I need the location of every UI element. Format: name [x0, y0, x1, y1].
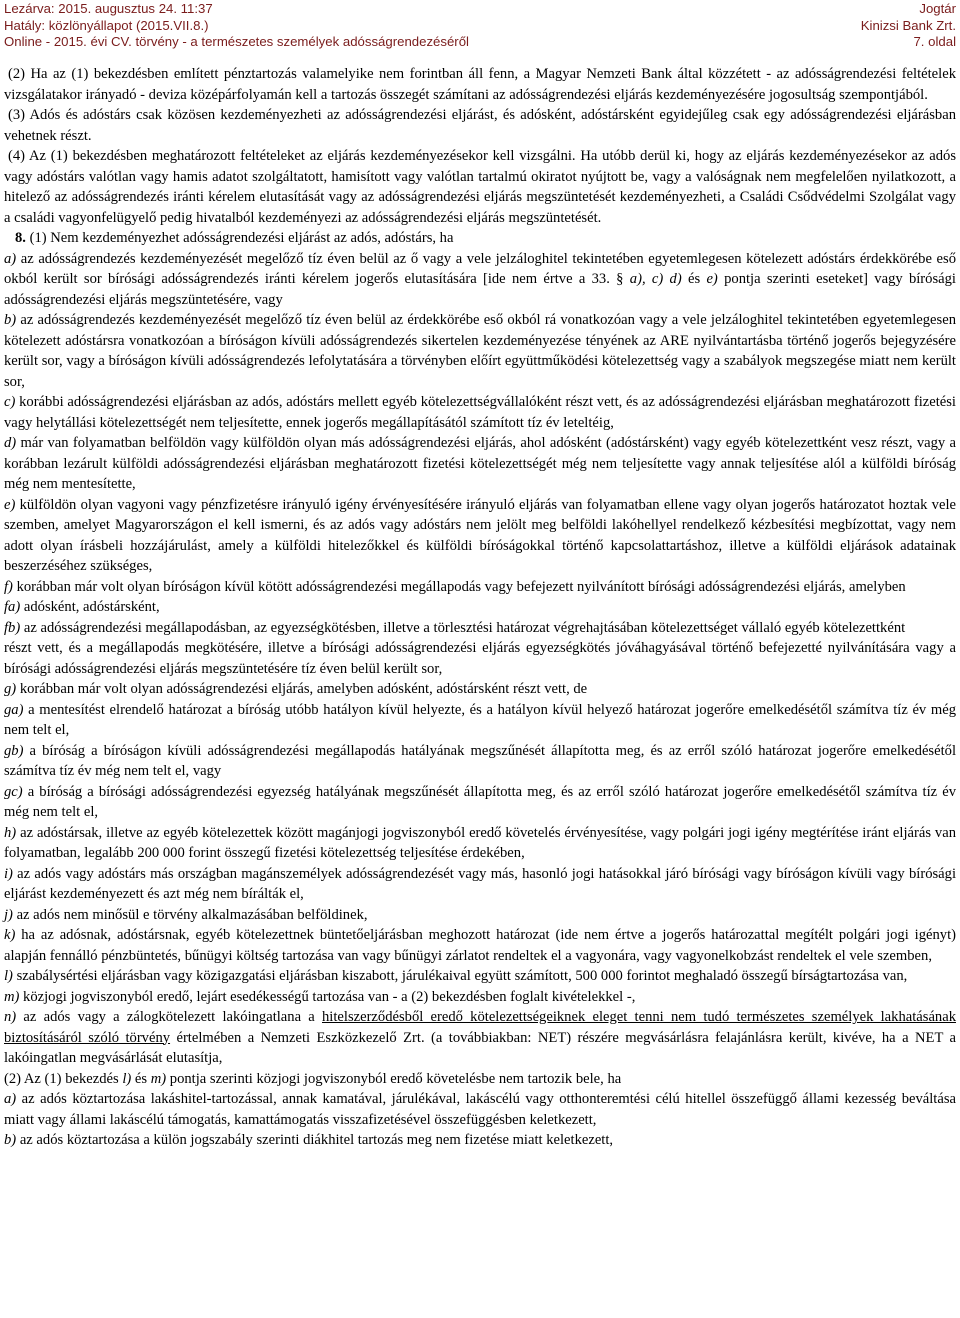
- point-a-label: a): [4, 250, 17, 267]
- point-m-text: közjogi jogviszonyból eredő, lejárt esedékességű tartozása van - a (2) bekezdésben foglalt kivételekkel -,: [19, 988, 636, 1005]
- point-f: [4, 577, 956, 598]
- paragraph-4: (4) Az (1) bekezdésben meghatározott feltételeket az eljárás kezdeményezésekor kell vizsgálni. Ha utóbb derül ki, hogy az eljárás kezdeményezésekor az adós vagy adóstárs valótlan vagy hamis adatot szolgáltatott, hamisított vagy valótlan tartalmú okiratot nyújtott be, vagy a valóságnak nem megfelelően nyilatkozott, a hitelező az adósságrendezés iránti kérelem elutasítását vagy az adósságrendezési eljárás megszüntetését kezdeményezheti, a Családi Csődvédelmi Szolgálat vagy a családi vagyonfelügyelő pedig hivatalból kezdeményezi az adósságrendezési eljárás megszüntetését.: [4, 148, 956, 226]
- point-n-text: az adós vagy a zálogkötelezett lakóingatlana a: [16, 1009, 322, 1025]
- point-f-continuation: részt vett, és a megállapodás megkötésére, illetve a bírósági adósságrendezési eljárás egyezségkötés jóváhagyásával történő befejezetté nyilvánítására vagy a bírósági adósságrendezési eljárás megszüntetésére tíz éven belül került sor,: [4, 640, 956, 677]
- point-fa: [4, 597, 956, 618]
- point-ga-label: ga): [4, 701, 24, 718]
- point-gc-text: a bíróság a bírósági adósságrendezési egyezség hatályának megszűnését állapította meg, és az erről szóló határozat jogerőre emelkedésétől számítva tíz év még nem telt el,: [4, 783, 956, 820]
- point-gc: [4, 782, 956, 823]
- header-page-number: 7. oldal: [913, 34, 956, 49]
- point-b-label: b): [4, 312, 17, 328]
- point-fa-text: adósként, adóstársként,: [20, 599, 160, 615]
- point-n-label: n): [4, 1009, 17, 1025]
- law-reference-link[interactable]: hitelszerződésből eredő kötelezettségeiknek eleget tenni nem tudó természetes személyek lakhatásának biztosításáról szóló törvény: [4, 1009, 956, 1046]
- header-right: [861, 1, 956, 51]
- header-law-title: Online - 2015. évi CV. törvény - a természetes személyek adósságrendezéséről: [4, 34, 469, 49]
- point-f-text: korábban már volt olyan bíróságon kívül kötött adósságrendezési megállapodás vagy befejezett nyilvánított bírósági adósságrendezési eljárás, amelyben: [12, 578, 906, 595]
- header-left: [4, 1, 469, 51]
- point-c-label: c): [4, 394, 16, 410]
- point-gc-label: gc): [4, 783, 23, 800]
- point-j: [4, 905, 956, 926]
- point-h: [4, 823, 956, 864]
- point-m: [4, 987, 956, 1008]
- point-gb-text: a bíróság a bíróságon kívüli adósságrendezési megállapodás hatályának megszűnését állapította meg, és az erről szóló határozat jogerőre emelkedésétől számítva tíz év még nem telt el, vagy: [4, 742, 956, 779]
- section-number: 8.: [15, 230, 26, 246]
- point-e: [4, 495, 956, 577]
- point-f-label: f): [4, 578, 13, 595]
- point-a-text-2: és: [681, 271, 707, 287]
- point-e-text: külföldön olyan vagyoni vagy pénzfizetésre irányuló igény érvényesítésére irányuló eljárás van folyamatban ellene vagy olyan jogerős határozatot hoztak vele szemben, amelyet Magyarországon el kell ismerni, és az adós vagy adóstárs nem jelölt meg belföldi lakóhellyel rendelkező kézbesítési megbízottat, vagy nem adott olyan írásbeli hozzájárulást, amely a külföldi hitelezőkkel és külföldi bíróságokkal történő kapcsolattartáshoz, illetve a külföldi eljárások adatainak beszerzéséhez szükséges,: [4, 496, 956, 574]
- point-a-text-3: pontja szerinti eseteket] vagy bírósági adósságrendezési eljárás megszüntetésére, vagy: [4, 271, 956, 308]
- point-k-label: k): [4, 927, 16, 943]
- point-fb-label: fb): [4, 619, 21, 636]
- point-n-text-2: értelmében a Nemzeti Eszközkezelő Zrt. (a továbbiakban: NET) részére megvásárlásra felajánlásra került, kivéve, ha a NET a lakóingatlan megvásárlását elutasítja,: [4, 1029, 956, 1066]
- point-g: [4, 679, 956, 700]
- point-m-label: m): [4, 988, 20, 1005]
- point-n: [4, 1007, 956, 1069]
- paragraph-3: (3) Adós és adóstárs csak közösen kezdeményezheti az adósságrendezési eljárást, és adósként, adóstársként egyidejűleg csak egy adósságrendezési eljárásban vehetnek részt.: [4, 107, 956, 144]
- point-gb: [4, 741, 956, 782]
- point-j-text: az adós nem minősül e törvény alkalmazásában belföldinek,: [12, 906, 368, 923]
- header-licensee: Kinizsi Bank Zrt.: [860, 17, 956, 33]
- point-l-label: l): [4, 968, 13, 984]
- point-h-label: h): [4, 824, 17, 841]
- point-j-label: j): [4, 906, 13, 923]
- point-a: [4, 249, 956, 311]
- point-i-text: az adós vagy adóstárs más országban magánszemélyek adósságrendezését vagy más, hasonló jogi hatásokkal járó bírósági vagy bíróságon kívüli vagy bírósági eljárást kezdeményezett és azt még nem bírálták el,: [4, 865, 956, 902]
- point-fa-label: fa): [4, 599, 21, 615]
- point-k: [4, 925, 956, 966]
- paragraph-8-2-point-a-label: a): [4, 1091, 17, 1107]
- point-a-ref-italic-2: e): [706, 271, 718, 287]
- point-b-text: az adósságrendezés kezdeményezését megelőző tíz éven belül az érdekkörébe eső okból rá vonatkozóan vagy a vele jelzáloghitel tekintetében egyetemlegesen kötelezett adóstársra vonatkozóan a bíróságon kívüli adósságrendezés sikertelen kezdeményezése tényének az ARE nyilvántartásba történő jogerős bejegyzésére került sor, vagy a bíróságon kívüli adósságrendezés lefolytatására a törvényben előírt együttműködési kötelezettség vagy a szabályok megszegése miatt nem került sor,: [4, 312, 956, 390]
- page-header: [4, 0, 956, 58]
- point-g-text: korábban már volt olyan adósságrendezési eljárás, amelyben adósként, adóstársként részt vett, de: [16, 681, 588, 697]
- header-effect-state: Hatály: közlönyállapot (2015.VII.8.): [4, 17, 209, 33]
- point-b: [4, 310, 956, 392]
- paragraph-2: (2) Ha az (1) bekezdésben említett pénztartozás valamelyike nem forintban áll fenn, a Magyar Nemzeti Bank által közzétett - az adósságrendezési feltételek vizsgálatakor irányadó - deviza középárfolyamán kell a tartozás összegét számítani az adósságrendezési eljárás kezdeményezésére jogosultság szempontjából.: [4, 66, 956, 103]
- point-ga-text: a mentesítést elrendelő határozat a bíróság utóbb hatályon kívül helyezte, és a hatályon kívül helyező határozat jogerőre emelkedésétől számítva tíz év még nem telt el,: [4, 701, 956, 738]
- point-h-text: az adóstársak, illetve az egyéb kötelezettek között magánjogi jogviszonyból eredő követelés érvényesítése, vagy polgári jogi igény megtérítése iránt eljárás van folyamatban, legalább 200 000 forint összegű fizetési kötelezettség teljesítése érdekében,: [4, 824, 956, 861]
- point-fb: [4, 618, 956, 639]
- point-e-label: e): [4, 496, 16, 513]
- point-l: [4, 966, 956, 987]
- point-gb-label: gb): [4, 742, 24, 759]
- paragraph-8-2-text-2: és: [131, 1070, 151, 1087]
- section-8-heading: [4, 228, 956, 249]
- document-body: [4, 58, 956, 1151]
- paragraph-8-2-text: (2) Az (1) bekezdés: [4, 1070, 123, 1087]
- point-i-label: i): [4, 865, 13, 882]
- header-app-name: Jogtár: [919, 1, 956, 16]
- paragraph-8-2-point-b-label: b): [4, 1132, 17, 1148]
- point-l-text: szabálysértési eljárásban vagy közigazgatási eljárásban kiszabott, járulékaival együtt számított, 500 000 forintot meghaladó összegű bírságtartozása van,: [12, 968, 908, 984]
- point-d-text: már van folyamatban belföldön vagy külföldön olyan más adósságrendezési eljárás, ahol adósként (adóstársként) vagy egyéb kötelezettként vesz részt, vagy a korábban lezárult külföldi adósságrendezési eljárásban meghatározott fizetési kötelezettségét még nem teljesítette vagy annak teljesítése alól a külföldi bíróság még nem mentesítette,: [4, 435, 956, 492]
- point-d-label: d): [4, 435, 17, 451]
- section-8-text: (1) Nem kezdeményezhet adósságrendezési eljárást az adós, adóstárs, ha: [25, 230, 454, 246]
- point-a-ref-italic: a), c) d): [629, 271, 682, 287]
- point-g-label: g): [4, 681, 17, 697]
- point-i: [4, 864, 956, 905]
- paragraph-8-2-ref-m: m): [150, 1070, 167, 1087]
- point-a-text: az adósságrendezés kezdeményezését megelőző tíz éven belül az ő vagy a vele jelzáloghitel tekintetében egyetemlegesen kötelezett adóstárs érdekkörébe eső okból került sor bírósági adósságrendezés iránti kérelem jogerős elutasítására [ide nem értve a 33. §: [4, 250, 956, 287]
- point-fb-text: az adósságrendezési megállapodásban, az egyezségkötésben, illetve a törlesztési határozat végrehajtásában kötelezettséget vállaló egyéb kötelezettként: [20, 619, 906, 636]
- point-d: [4, 433, 956, 495]
- paragraph-8-2-ref-l: l): [122, 1070, 132, 1087]
- point-c-text: korábbi adósságrendezési eljárásban az adós, adóstárs mellett egyéb kötelezettségvállalóként részt vett, és az adósságrendezési eljárásban meghatározott fizetési vagy helytállási kötelezettségét nem teljesítette, ennek jogerős megállapításától számított tíz év leteltéig,: [4, 394, 956, 431]
- paragraph-8-2-point-a-text: az adós köztartozása lakáshitel-tartozással, annak kamatával, járulékával, lakáscélú vagy otthonteremtési célú hitellel összefüggő állami kezesség beváltása miatt vagy állami lakáscélú támogatás, kamattámogatás visszafizetésével összefüggésben keletkezett,: [4, 1091, 956, 1128]
- paragraph-8-2-text-3: pontja szerinti közjogi jogviszonyból eredő követelésbe nem tartozik bele, ha: [166, 1070, 622, 1087]
- paragraph-8-2-point-a: [4, 1089, 956, 1130]
- point-k-text: ha az adósnak, adóstársnak, egyéb kötelezettnek büntetőeljárásban meghozott határozat (ide nem értve a jogerős határozattal megítélt polgári jogi igényt) alapján fennálló pénzbüntetés, bűnügyi költség tartozása van vagy bűnügyi zárlatot rendeltek el a vagyonára, vagy vagyonelkobzást rendeltek el vele szemben,: [4, 927, 956, 964]
- paragraph-8-2: [4, 1069, 956, 1090]
- paragraph-8-2-point-b: [4, 1130, 956, 1151]
- point-ga: [4, 700, 956, 741]
- paragraph-8-2-point-b-text: az adós köztartozása a külön jogszabály szerinti diákhitel tartozás meg nem fizetése miatt keletkezett,: [16, 1132, 614, 1148]
- header-closed-date: Lezárva: 2015. augusztus 24. 11:37: [4, 1, 213, 16]
- point-c: [4, 392, 956, 433]
